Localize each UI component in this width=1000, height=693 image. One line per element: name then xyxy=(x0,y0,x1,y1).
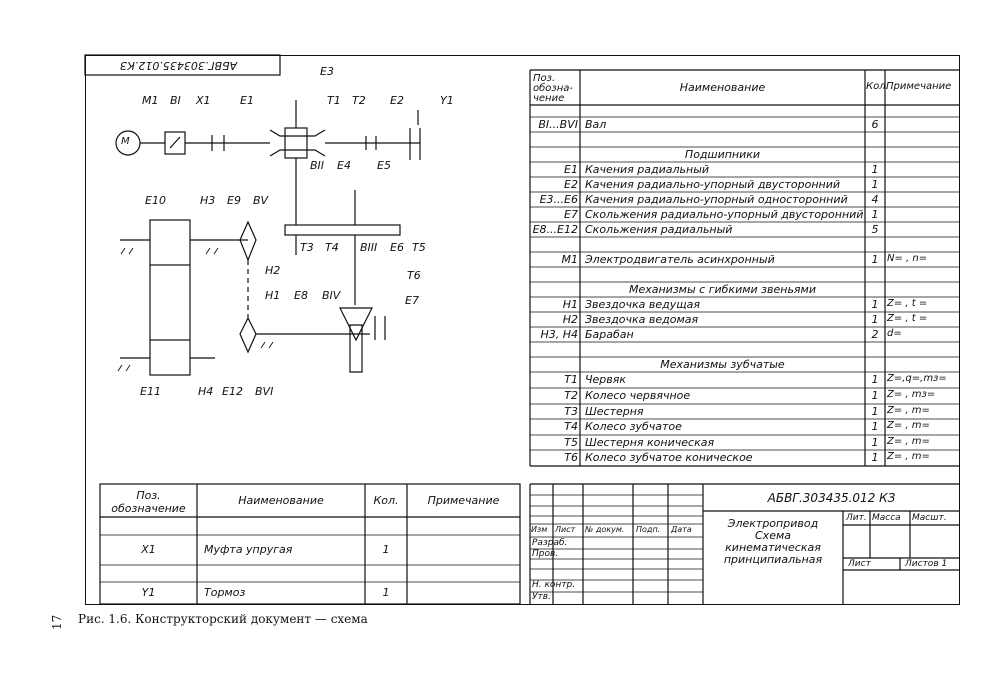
label-e3: E3 xyxy=(320,65,334,78)
row-qty: 1 xyxy=(871,208,879,221)
row-qty: 2 xyxy=(871,328,879,341)
row-qty: 1 xyxy=(871,436,879,449)
label-t3: T3 xyxy=(300,241,314,254)
row-pos: T2 xyxy=(564,389,578,402)
section-heading: Механизмы с гибкими звеньями xyxy=(628,283,816,296)
role-developer: Разраб. xyxy=(532,538,568,548)
lit-label: Лит. xyxy=(846,513,867,523)
title-line-4: принципиальная xyxy=(723,553,823,566)
label-h1: H1 xyxy=(265,289,281,302)
small-row-pos: Y1 xyxy=(141,586,156,599)
row-name: Червяк xyxy=(585,373,627,386)
rotated-stamp-code: АБВГ.303435.012.КЗ xyxy=(120,59,238,72)
small-row-name: Муфта упругая xyxy=(204,543,293,556)
mass-label: Масса xyxy=(872,513,901,523)
motor-symbol: M xyxy=(121,136,130,147)
row-name: Колесо зубчатое xyxy=(585,420,682,433)
label-t5: T5 xyxy=(412,241,426,254)
label-biii: BIII xyxy=(360,241,378,254)
row-name: Качения радиально-упорный двусторонний xyxy=(585,178,841,191)
label-h4: H4 xyxy=(198,385,214,398)
row-name: Звездочка ведущая xyxy=(585,298,700,311)
row-pos: BI...BVI xyxy=(538,118,578,131)
row-pos: H1 xyxy=(562,298,578,311)
row-pos: M1 xyxy=(561,253,578,266)
row-name: Шестерня коническая xyxy=(585,436,715,449)
label-e1: E1 xyxy=(240,94,254,107)
main-header-qty: Кол. xyxy=(866,81,889,92)
label-t6: T6 xyxy=(407,269,421,282)
row-qty: 1 xyxy=(871,163,879,176)
row-pos: E8...E12 xyxy=(532,223,578,236)
role-norm-control: Н. контр. xyxy=(532,580,576,590)
row-qty: 1 xyxy=(871,420,879,433)
row-pos: E1 xyxy=(564,163,578,176)
row-note: Z=,q=,mз= xyxy=(887,373,947,384)
page-number: 17 xyxy=(50,614,64,630)
row-pos: T5 xyxy=(564,436,578,449)
row-pos: T4 xyxy=(564,420,578,433)
row-name: Колесо зубчатое коническое xyxy=(585,451,753,464)
label-e12: E12 xyxy=(222,385,243,398)
label-e5: E5 xyxy=(377,159,391,172)
title-line-3: кинематическая xyxy=(725,541,821,554)
main-header-pos: Поз. обозна-чение xyxy=(533,73,573,104)
row-qty: 5 xyxy=(871,223,879,236)
row-note: Z= , m= xyxy=(887,436,930,447)
label-m1: M1 xyxy=(142,94,159,107)
row-qty: 1 xyxy=(871,178,879,191)
main-header-name: Наименование xyxy=(679,81,766,94)
small-header-qty: Кол. xyxy=(373,494,399,507)
row-pos: H3, H4 xyxy=(540,328,578,341)
label-bi: BI xyxy=(170,94,181,107)
label-e4: E4 xyxy=(337,159,351,172)
row-pos: E7 xyxy=(564,208,578,221)
label-e11: E11 xyxy=(140,385,161,398)
small-header-note: Примечание xyxy=(427,494,500,507)
change-header-izm: Изм xyxy=(531,525,548,534)
sheet-label: Лист xyxy=(848,559,871,569)
row-note: Z= , m= xyxy=(887,451,930,462)
row-name: Скольжения радиальный xyxy=(585,223,733,236)
small-row-qty: 1 xyxy=(382,543,390,556)
label-t4: T4 xyxy=(325,241,339,254)
section-heading: Механизмы зубчатые xyxy=(660,358,785,371)
label-e10: E10 xyxy=(145,194,166,207)
row-name: Вал xyxy=(585,118,607,131)
change-header-doc: № докум. xyxy=(585,525,625,534)
row-qty: 1 xyxy=(871,253,879,266)
role-checker: Пров. xyxy=(532,549,559,559)
row-pos: T6 xyxy=(564,451,578,464)
row-name: Колесо червячное xyxy=(585,389,691,402)
small-row-pos: X1 xyxy=(141,543,156,556)
small-row-name: Тормоз xyxy=(204,586,246,599)
main-header-note: Примечание xyxy=(886,81,952,92)
row-pos: E2 xyxy=(564,178,578,191)
row-name: Скольжения радиально-упорный двусторонний xyxy=(585,208,864,221)
row-qty: 1 xyxy=(871,389,879,402)
row-note: Z= , m= xyxy=(887,405,930,416)
scale-label: Масшт. xyxy=(912,513,947,523)
row-qty: 1 xyxy=(871,298,879,311)
small-row-qty: 1 xyxy=(382,586,390,599)
row-note: Z= , m= xyxy=(887,420,930,431)
row-pos: T3 xyxy=(564,405,578,418)
row-name: Качения радиально-упорный односторонний xyxy=(585,193,848,206)
row-name: Звездочка ведомая xyxy=(585,313,699,326)
title-block-code: АБВГ.303435.012 КЗ xyxy=(767,491,896,505)
row-note: N= , n= xyxy=(887,253,928,264)
small-header-pos: Поз. обозначение xyxy=(111,489,186,515)
row-name: Электродвигатель асинхронный xyxy=(585,253,775,266)
row-note: Z= , t = xyxy=(887,313,928,324)
row-qty: 6 xyxy=(871,118,879,131)
row-pos: T1 xyxy=(564,373,578,386)
label-e9: E9 xyxy=(227,194,241,207)
label-bv: BV xyxy=(253,194,269,207)
title-line-1: Электропривод xyxy=(727,517,819,530)
change-header-date: Дата xyxy=(671,525,692,534)
sheets-label: Листов 1 xyxy=(905,559,948,569)
title-line-2: Схема xyxy=(755,529,791,542)
row-note: d= xyxy=(887,328,902,339)
change-header-list: Лист xyxy=(555,525,576,534)
role-approver: Утв. xyxy=(532,592,551,602)
label-t1: T1 xyxy=(327,94,341,107)
row-note: Z= , t = xyxy=(887,298,928,309)
small-header-name: Наименование xyxy=(238,494,324,507)
row-name: Качения радиальный xyxy=(585,163,710,176)
label-h3: H3 xyxy=(200,194,216,207)
row-qty: 4 xyxy=(871,193,879,206)
label-x1: X1 xyxy=(196,94,211,107)
label-e6: E6 xyxy=(390,241,404,254)
row-name: Шестерня xyxy=(585,405,644,418)
label-e2: E2 xyxy=(390,94,404,107)
row-qty: 1 xyxy=(871,373,879,386)
label-biv: BIV xyxy=(322,289,341,302)
label-e7: E7 xyxy=(405,294,419,307)
label-y1: Y1 xyxy=(440,94,454,107)
row-pos: E3...E6 xyxy=(539,193,578,206)
row-name: Барабан xyxy=(585,328,634,341)
label-h2: H2 xyxy=(265,264,281,277)
row-qty: 1 xyxy=(871,451,879,464)
change-header-sign: Подп. xyxy=(636,525,661,534)
row-pos: H2 xyxy=(562,313,578,326)
row-note: Z= , mз= xyxy=(887,389,936,400)
label-bvi: BVI xyxy=(255,385,274,398)
section-heading: Подшипники xyxy=(684,148,761,161)
figure-caption: Рис. 1.6. Конструкторский документ — схема xyxy=(78,612,368,626)
label-bii: BII xyxy=(310,159,325,172)
label-e8: E8 xyxy=(294,289,308,302)
label-t2: T2 xyxy=(352,94,366,107)
row-qty: 1 xyxy=(871,405,879,418)
row-qty: 1 xyxy=(871,313,879,326)
